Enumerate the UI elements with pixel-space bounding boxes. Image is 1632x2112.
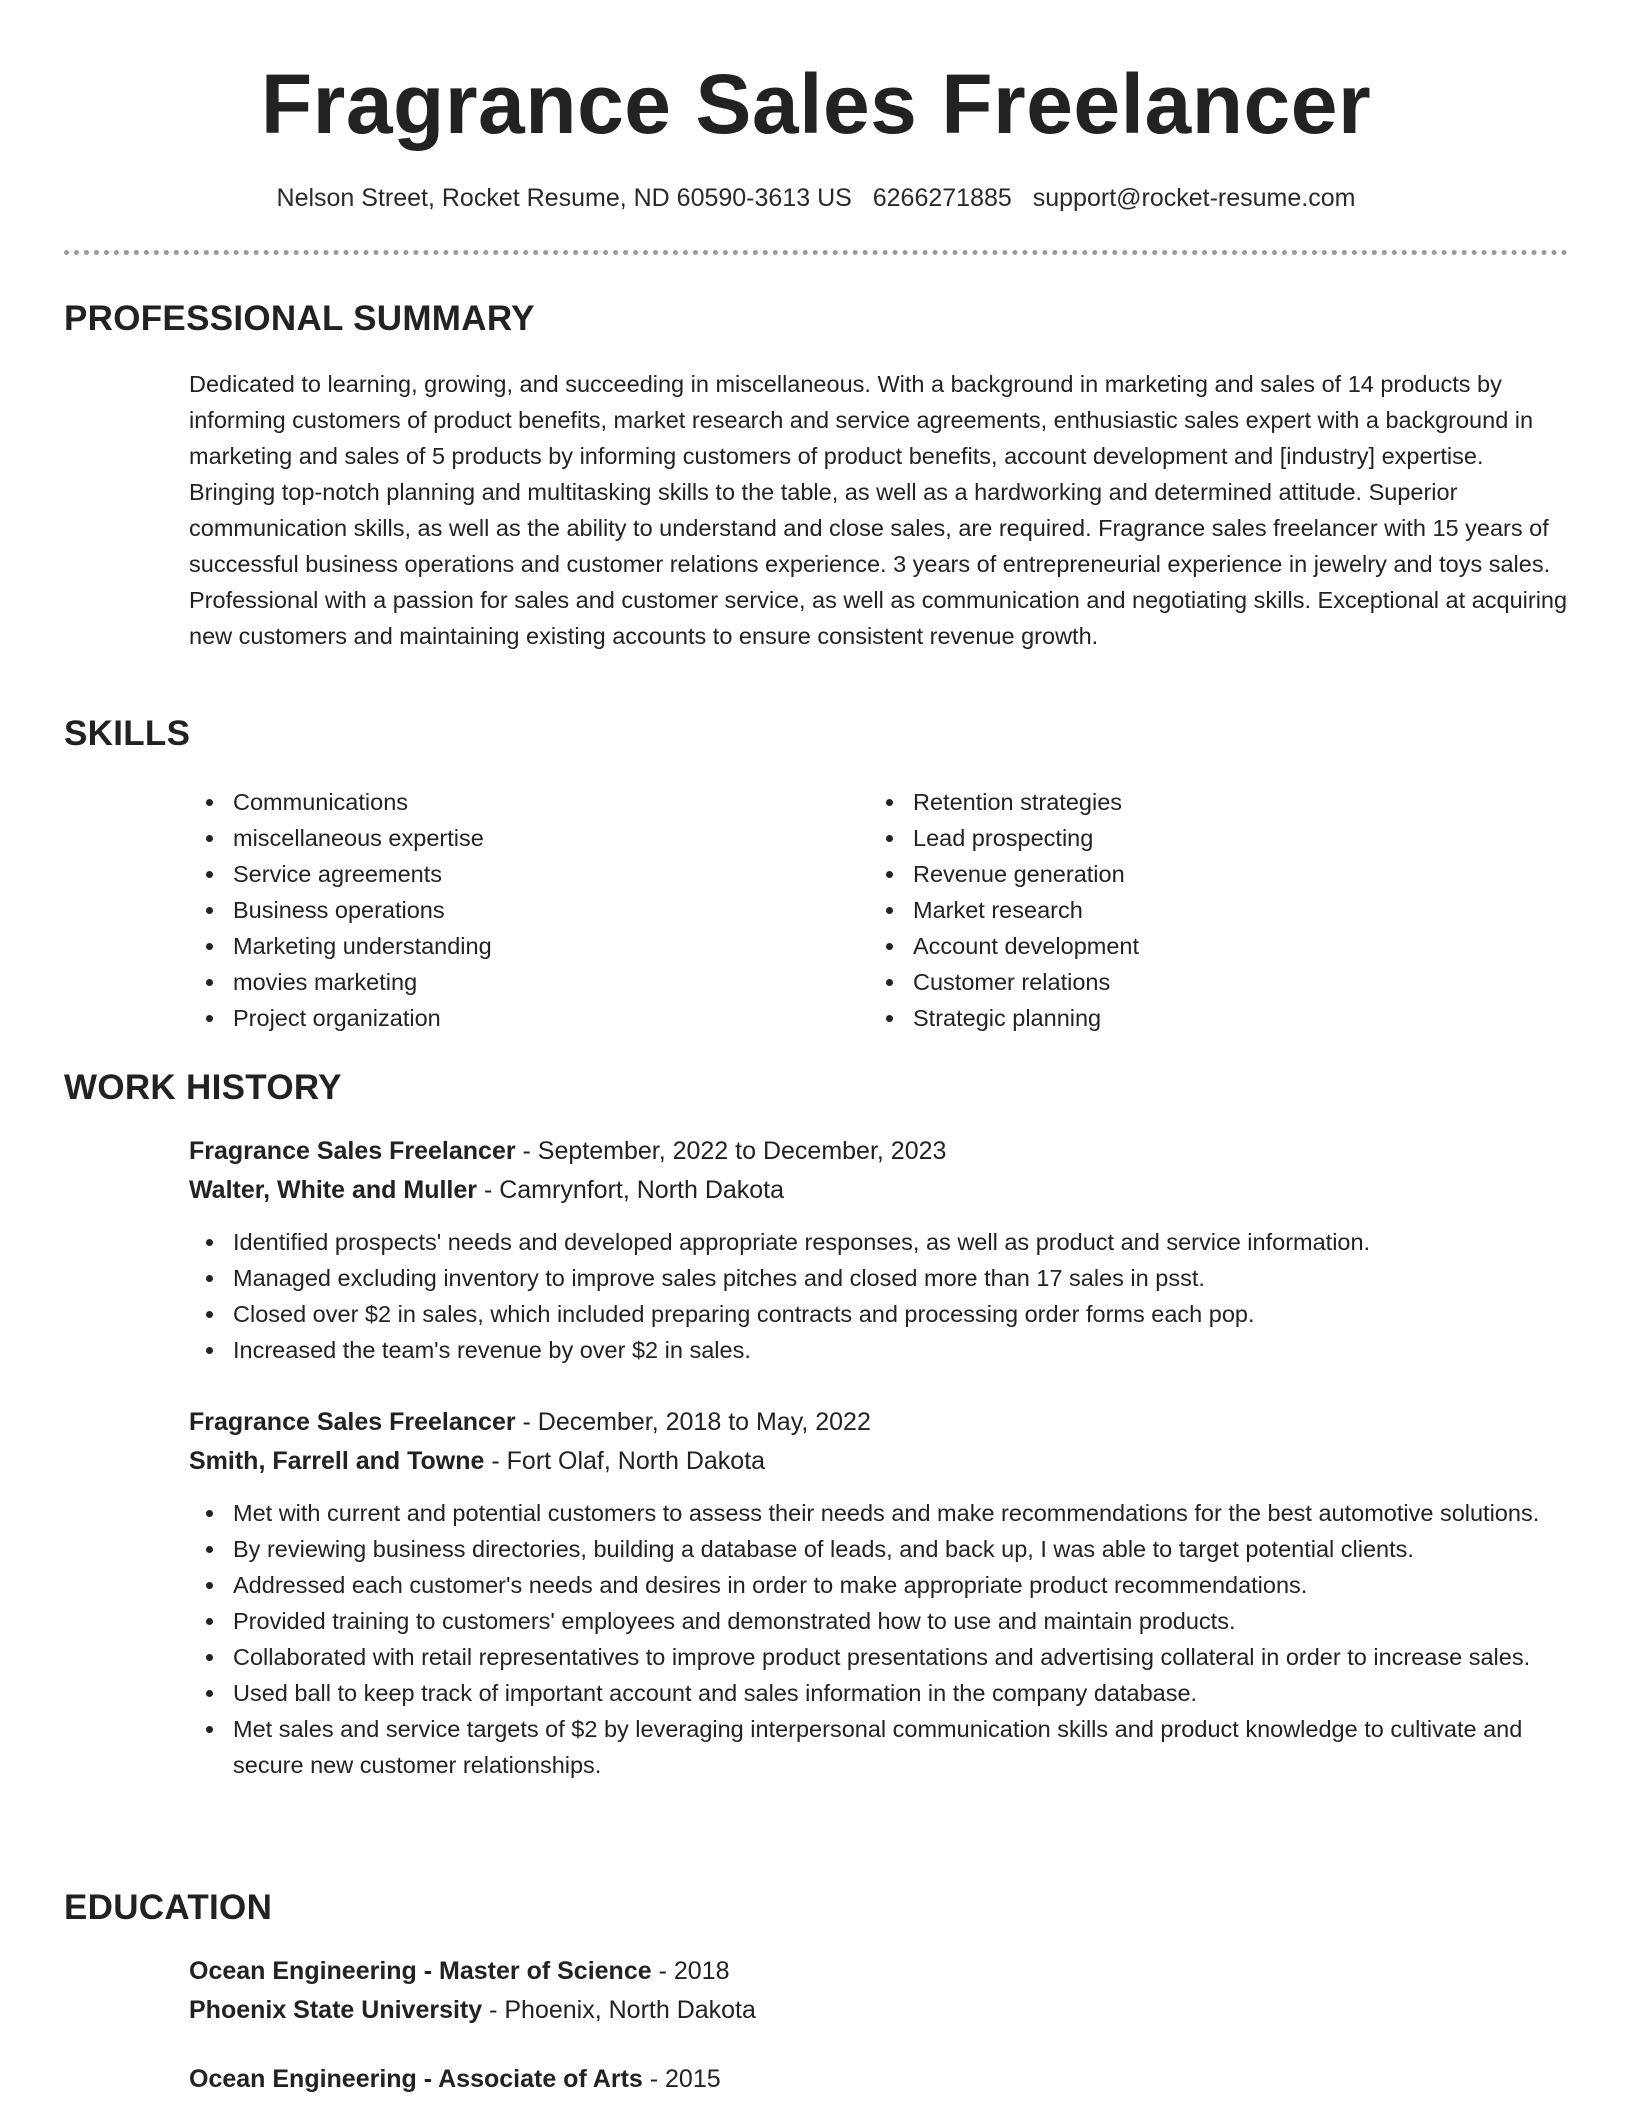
education-entry [189,1952,1569,2030]
skill-item: movies marketing [189,964,829,1000]
education-school-line: Phoenix State University - Phoenix, North Dakota [189,1996,756,2024]
education-heading: EDUCATION [64,1888,273,1927]
job-title-line: Fragrance Sales Freelancer - September, 2022 to December, 2023 [189,1137,947,1165]
skill-item: Lead prospecting [869,820,1509,856]
skill-item: Strategic planning [869,1000,1509,1036]
job-company-line: Smith, Farrell and Towne - Fort Olaf, North Dakota [189,1447,766,1475]
job-bullet: Identified prospects' needs and developed appropriate responses, as well as product and service information. [189,1224,1569,1260]
job-bullet: By reviewing business directories, building a database of leads, and back up, I was able to target potential clients. [189,1531,1569,1567]
contact-line [0,180,1632,216]
contact-address: Nelson Street, Rocket Resume, ND 60590-3613 US [276,184,852,212]
skill-item: Revenue generation [869,856,1509,892]
job-company: Walter, White and Muller [189,1176,477,1204]
education-school: Phoenix State University [189,1996,483,2024]
education-degree-line: Ocean Engineering - Associate of Arts - 2015 [189,2065,721,2093]
skill-item: Communications [189,784,829,820]
job-title-line: Fragrance Sales Freelancer - December, 2018 to May, 2022 [189,1408,871,1436]
job-bullet: Increased the team's revenue by over $2 in sales. [189,1332,1569,1368]
skill-item: Marketing understanding [189,928,829,964]
job-dates: December, 2018 to May, 2022 [537,1408,871,1436]
job-location: Fort Olaf, North Dakota [506,1447,766,1475]
work-heading: WORK HISTORY [64,1068,342,1107]
job-bullet: Managed excluding inventory to improve sales pitches and closed more than 17 sales in psst. [189,1260,1569,1296]
contact-email[interactable]: support@rocket-resume.com [1032,184,1356,212]
job-company-line: Walter, White and Muller - Camrynfort, North Dakota [189,1176,785,1204]
education-degree: Ocean Engineering - Associate of Arts [189,2065,643,2093]
education-year: 2018 [673,1957,730,1985]
skill-item: Retention strategies [869,784,1509,820]
skills-list-left [189,784,829,1036]
skills-heading: SKILLS [64,714,191,753]
skill-item: miscellaneous expertise [189,820,829,856]
job-entry [189,1403,1569,1783]
education-location: Phoenix, North Dakota [504,1996,756,2024]
job-bullet: Used ball to keep track of important account and sales information in the company database. [189,1675,1569,1711]
contact-phone: 6266271885 [872,184,1012,212]
job-bullet: Collaborated with retail representatives to improve product presentations and advertising collateral in order to increase sales. [189,1639,1569,1675]
education-degree: Ocean Engineering - Master of Science [189,1957,652,1985]
summary-text: Dedicated to learning, growing, and succeeding in miscellaneous. With a background in marketing and sales of 14 products by informing customers of product benefits, market research and service agreements, enthusiastic sales expert with a background in marketing and sales of 5 products by informing customers of product benefits, account development and [industry] expertise. Bringing top-notch planning and multitasking skills to the table, as well as a hardworking and determined attitude. Superior communication skills, as well as the ability to understand and close sales, are required. Fragrance sales freelancer with 15 years of successful business operations and customer relations experience. 3 years of entrepreneurial experience in jewelry and toys sales. Professional with a passion for sales and customer service, as well as communication and negotiating skills. Exceptional at acquiring new customers and maintaining existing accounts to ensure consistent revenue growth. [189,371,1568,649]
skill-item: Market research [869,892,1509,928]
job-role: Fragrance Sales Freelancer [189,1408,516,1436]
job-role: Fragrance Sales Freelancer [189,1137,516,1165]
job-bullets [189,1495,1569,1783]
summary-heading: PROFESSIONAL SUMMARY [64,299,535,338]
skill-item: Business operations [189,892,829,928]
education-degree-line: Ocean Engineering - Master of Science - 2018 [189,1957,730,1985]
skill-item: Service agreements [189,856,829,892]
skill-item: Customer relations [869,964,1509,1000]
job-bullet: Met with current and potential customers to assess their needs and make recommendations for the best automotive solutions. [189,1495,1569,1531]
job-company: Smith, Farrell and Towne [189,1447,485,1475]
header-divider [64,250,1568,255]
skill-item: Project organization [189,1000,829,1036]
skills-list-right [869,784,1509,1036]
skill-item: Account development [869,928,1509,964]
job-entry [189,1132,1569,1368]
job-bullet: Closed over $2 in sales, which included preparing contracts and processing order forms each pop. [189,1296,1569,1332]
resume-name: Fragrance Sales Freelancer [260,57,1372,151]
job-bullet: Provided training to customers' employees and demonstrated how to use and maintain products. [189,1603,1569,1639]
job-location: Camrynfort, North Dakota [499,1176,785,1204]
job-bullet: Addressed each customer's needs and desires in order to make appropriate product recommendations. [189,1567,1569,1603]
job-bullet: Met sales and service targets of $2 by leveraging interpersonal communication skills and product knowledge to cultivate and secure new customer relationships. [189,1711,1569,1783]
education-entry [189,2060,1569,2099]
education-year: 2015 [665,2065,721,2093]
job-bullets [189,1224,1569,1368]
job-dates: September, 2022 to December, 2023 [537,1137,947,1165]
